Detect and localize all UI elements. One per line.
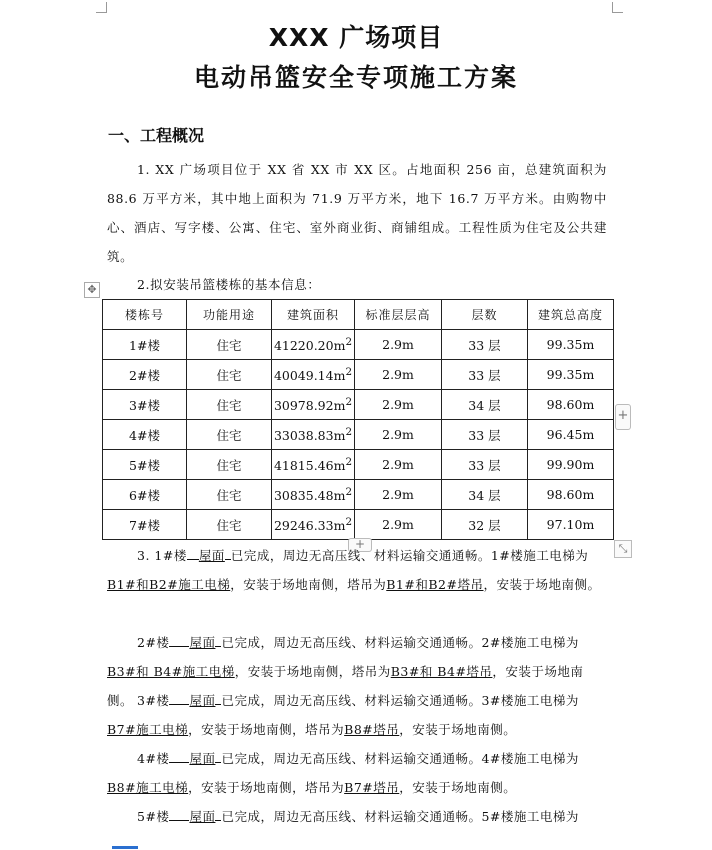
plus-icon: + <box>617 408 629 423</box>
floors-cell: 33 层 <box>442 450 528 480</box>
roof-label: 屋面 <box>189 751 216 766</box>
floors-cell: 33 层 <box>442 420 528 450</box>
para-text: ，安装于场地南侧，塔吊为 <box>230 577 387 592</box>
para-lead: 3#楼 <box>137 693 170 708</box>
crane-label: B3#和 B4#塔吊 <box>390 664 493 679</box>
area-cell <box>272 480 355 510</box>
area-unit-superscript: 2 <box>345 365 353 378</box>
use-cell: 住宅 <box>187 480 272 510</box>
use-cell: 住宅 <box>187 390 272 420</box>
underline-blank <box>169 748 189 763</box>
elevator-label: B1#和B2#施工电梯 <box>107 577 231 592</box>
roof-label: 屋面 <box>198 548 225 563</box>
underline-blank <box>187 545 199 560</box>
table-header-cell: 功能用途 <box>187 300 272 330</box>
table-row <box>103 480 614 510</box>
page-indicator-mark <box>112 846 138 849</box>
roof-label: 屋面 <box>189 693 216 708</box>
area-value: 30978.92m <box>273 398 346 414</box>
para-lead: 3. 1#楼 <box>137 548 187 563</box>
underline-blank <box>169 690 189 705</box>
floor-height-cell: 2.9m <box>355 450 442 480</box>
floor-height-cell: 2.9m <box>355 420 442 450</box>
area-value: 41220.20m <box>273 338 346 354</box>
floor-height-cell: 2.9m <box>355 330 442 360</box>
floor-height-cell: 2.9m <box>355 360 442 390</box>
elevator-label: B3#和 B4#施工电梯 <box>107 664 235 679</box>
table-row <box>103 450 614 480</box>
floors-cell: 34 层 <box>442 390 528 420</box>
para-lead: 2#楼 <box>137 635 170 650</box>
section-heading: 一、工程概况 <box>108 126 205 145</box>
para-text: ，安装于场地南侧。 <box>399 780 517 795</box>
para-text: 已完成，周边无高压线、材料运输交通通畅。2#楼施工电梯为 <box>221 635 579 650</box>
table-row <box>103 420 614 450</box>
building-cell: 2#楼 <box>103 360 187 390</box>
area-value: 33038.83m <box>273 428 346 444</box>
floor-height-cell: 2.9m <box>355 390 442 420</box>
para-text: 已完成，周边无高压线、材料运输交通通畅。5#楼施工电梯为 <box>221 809 579 824</box>
elevator-label: B7#施工电梯 <box>107 722 189 737</box>
total-height-cell: 97.10m <box>528 510 614 540</box>
table-header-cell: 建筑面积 <box>272 300 355 330</box>
floors-cell: 33 层 <box>442 330 528 360</box>
para-text: ，安装于场地南侧，塔吊为 <box>188 780 345 795</box>
floor-height-cell: 2.9m <box>355 480 442 510</box>
building-cell: 3#楼 <box>103 390 187 420</box>
para-text: 已完成，周边无高压线、材料运输交通通畅。1#楼施工电梯为 <box>230 548 589 563</box>
project-overview-paragraph: 1. XX 广场项目位于 XX 省 XX 市 XX 区。占地面积 256 亩，总建筑面积为 88.6 万平方米，其中地上面积为 71.9 万平方米，地下 16.7 万平方米。由购物中心、酒店、写字楼、公寓、住宅、室外商业街、商铺组成。工程性质为住宅及公共建筑。 <box>107 162 607 264</box>
area-value: 40049.14m <box>273 368 346 384</box>
total-height-cell: 99.90m <box>528 450 614 480</box>
total-height-cell: 98.60m <box>528 480 614 510</box>
area-value: 29246.33m <box>273 518 346 534</box>
total-height-cell: 99.35m <box>528 360 614 390</box>
building-cell: 5#楼 <box>103 450 187 480</box>
building-info-intro: 2.拟安装吊篮楼栋的基本信息： <box>137 277 321 292</box>
plus-icon: + <box>354 537 366 551</box>
area-cell <box>272 510 355 540</box>
roof-label: 屋面 <box>189 809 216 824</box>
para-text: 已完成，周边无高压线、材料运输交通通畅。3#楼施工电梯为 <box>221 693 579 708</box>
area-unit-superscript: 2 <box>345 395 353 408</box>
table-row <box>103 360 614 390</box>
building-cell: 6#楼 <box>103 480 187 510</box>
area-cell <box>272 390 355 420</box>
use-cell: 住宅 <box>187 330 272 360</box>
underline-blank <box>169 632 189 647</box>
floors-cell: 32 层 <box>442 510 528 540</box>
underline-blank <box>169 806 189 821</box>
floors-cell: 34 层 <box>442 480 528 510</box>
table-header-cell: 建筑总高度 <box>528 300 614 330</box>
area-cell <box>272 330 355 360</box>
building5-paragraph <box>107 802 607 831</box>
total-height-cell: 96.45m <box>528 420 614 450</box>
building3-paragraph <box>107 686 607 744</box>
building-info-table <box>102 299 614 540</box>
para-lead: 5#楼 <box>137 809 170 824</box>
floors-cell: 33 层 <box>442 360 528 390</box>
document-title-line1: XXX 广场项目 <box>268 23 444 52</box>
area-unit-superscript: 2 <box>345 515 353 528</box>
building-cell: 4#楼 <box>103 420 187 450</box>
table-header-cell: 标准层层高 <box>355 300 442 330</box>
area-cell <box>272 450 355 480</box>
crane-label: B8#塔吊 <box>344 722 400 737</box>
building-cell: 1#楼 <box>103 330 187 360</box>
para-lead: 4#楼 <box>137 751 170 766</box>
table-row <box>103 330 614 360</box>
para-text: ，安装于场地南侧。 <box>107 664 584 708</box>
page-corner-mark-left <box>96 2 107 13</box>
para-text: ，安装于场地南侧。 <box>483 577 601 592</box>
page-corner-mark-right <box>612 2 623 13</box>
table-resize-icon[interactable]: ⤡ <box>614 540 632 558</box>
use-cell: 住宅 <box>187 450 272 480</box>
area-value: 41815.46m <box>273 458 346 474</box>
para-text: ，安装于场地南侧，塔吊为 <box>188 722 345 737</box>
elevator-label: B8#施工电梯 <box>107 780 189 795</box>
table-row <box>103 510 614 540</box>
table-row <box>103 390 614 420</box>
para-text: ，安装于场地南侧。 <box>399 722 517 737</box>
add-column-button[interactable] <box>615 404 631 430</box>
para-text: ，安装于场地南侧，塔吊为 <box>234 664 391 679</box>
total-height-cell: 99.35m <box>528 330 614 360</box>
area-unit-superscript: 2 <box>345 425 353 438</box>
area-cell <box>272 360 355 390</box>
crane-label: B1#和B2#塔吊 <box>386 577 484 592</box>
area-unit-superscript: 2 <box>345 455 353 468</box>
para-text: 已完成，周边无高压线、材料运输交通通畅。4#楼施工电梯为 <box>221 751 579 766</box>
table-header-cell: 层数 <box>442 300 528 330</box>
area-cell <box>272 420 355 450</box>
area-unit-superscript: 2 <box>345 335 353 348</box>
building4-paragraph <box>107 744 607 802</box>
total-height-cell: 98.60m <box>528 390 614 420</box>
table-header-row <box>103 300 614 330</box>
roof-label: 屋面 <box>189 635 216 650</box>
floor-height-cell: 2.9m <box>355 510 442 540</box>
use-cell: 住宅 <box>187 420 272 450</box>
use-cell: 住宅 <box>187 360 272 390</box>
table-header-cell: 楼栋号 <box>103 300 187 330</box>
area-value: 30835.48m <box>273 488 346 504</box>
building1-paragraph <box>107 541 607 599</box>
use-cell: 住宅 <box>187 510 272 540</box>
table-move-icon[interactable]: ✥ <box>84 282 100 298</box>
building-cell: 7#楼 <box>103 510 187 540</box>
crane-label: B7#塔吊 <box>344 780 400 795</box>
area-unit-superscript: 2 <box>345 485 353 498</box>
document-title-line2: 电动吊篮安全专项施工方案 <box>193 63 518 92</box>
